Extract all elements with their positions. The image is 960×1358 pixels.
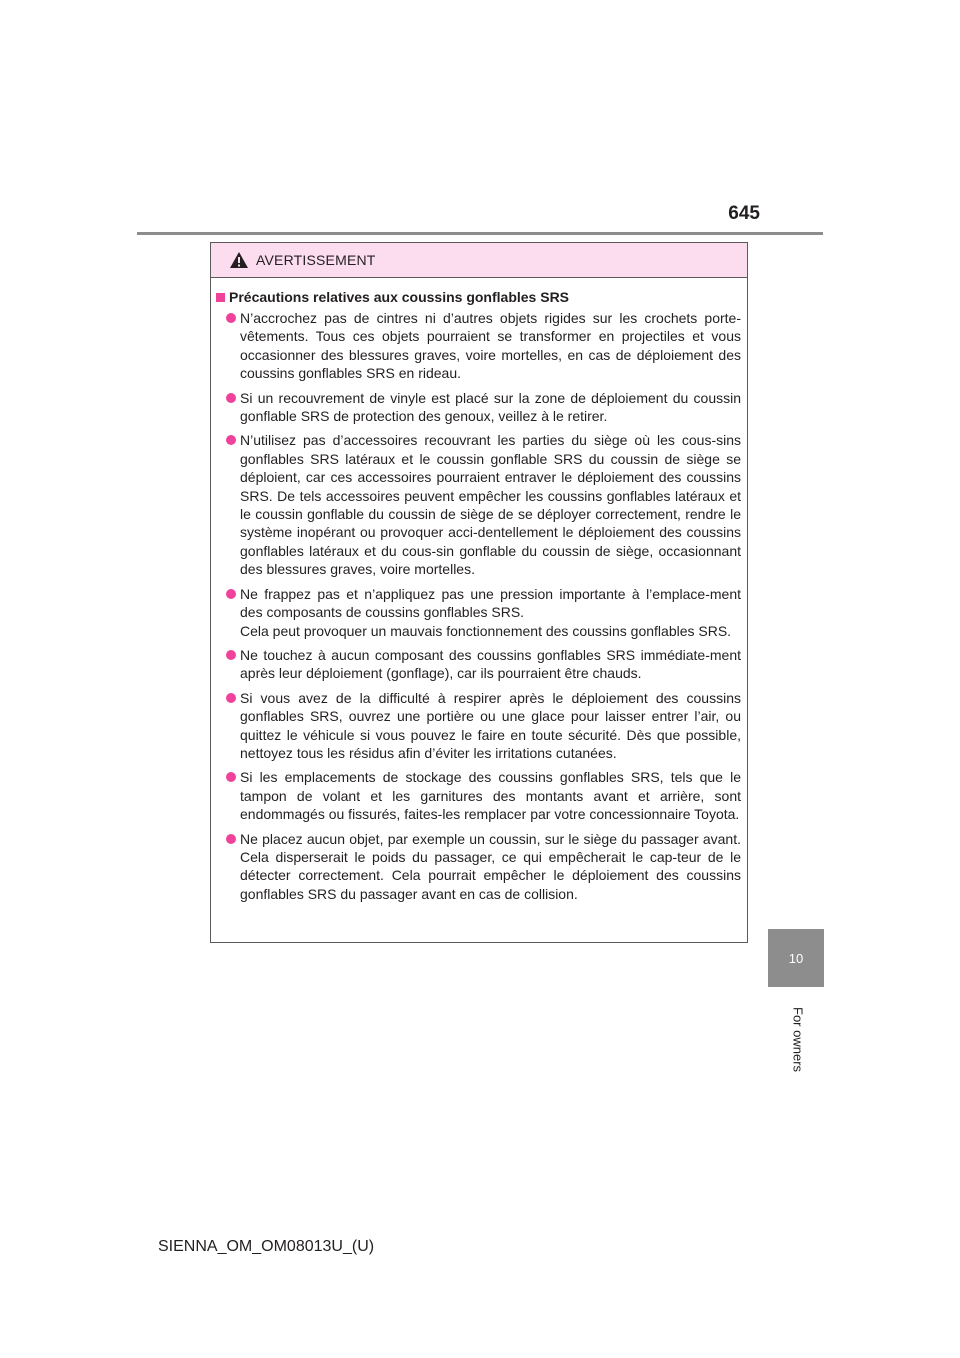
list-item-text bbox=[240, 309, 741, 383]
chapter-tab-number: 10 bbox=[788, 950, 804, 966]
circle-bullet-icon bbox=[226, 650, 236, 660]
circle-bullet-icon bbox=[226, 772, 236, 782]
list-item-paragraph: Si un recouvrement de vinyle est placé sur la zone de déploiement du coussin gonflable SRS de protection des genoux, veillez à le retirer. bbox=[240, 389, 741, 425]
header-rule bbox=[137, 232, 823, 235]
list-item bbox=[216, 646, 741, 683]
list-item-paragraph: Ne frappez pas et n’appliquez pas une pression importante à l’emplace-ment des composants de coussins gonflables SRS. bbox=[240, 585, 741, 621]
list-item-text bbox=[240, 768, 741, 823]
list-item bbox=[216, 689, 741, 763]
circle-bullet-icon bbox=[226, 313, 236, 323]
warning-box bbox=[210, 242, 748, 943]
section-title-text: Précautions relatives aux coussins gonflables SRS bbox=[229, 289, 570, 305]
list-item-paragraph: N’accrochez pas de cintres ni d’autres objets rigides sur les crochets porte-vêtements. Tous ces objets pourraient se transformer en projectiles et vous occasionner des blessures graves, voire mortelles, en cas de déploiement des coussins gonflables SRS en rideau. bbox=[240, 310, 741, 382]
list-item bbox=[216, 431, 741, 578]
list-item bbox=[216, 309, 741, 383]
list-item-paragraph: Ne placez aucun objet, par exemple un coussin, sur le siège du passager avant. Cela disperserait le poids du passager, ce qui empêcherait le cap-teur de le détecter correctement. Cela pourrait empêcher le déploiement des coussins gonflables SRS du passager avant en cas de collision. bbox=[240, 830, 741, 902]
list-item-text bbox=[240, 689, 741, 763]
circle-bullet-icon bbox=[226, 589, 236, 599]
circle-bullet-icon bbox=[226, 435, 236, 445]
list-item bbox=[216, 768, 741, 823]
list-item-paragraph: Si vous avez de la difficulté à respirer après le déploiement des coussins gonflables SRS, ouvrez une portière ou une glace pour laisser entrer l’air, ou quittez le véhicule si vous pouvez le faire en toute sécurité. Dès que possible, nettoyez tous les résidus afin d’éviter les irritations cutanées. bbox=[240, 689, 741, 761]
list-item-text bbox=[240, 830, 741, 904]
warning-items bbox=[216, 309, 741, 903]
warning-header bbox=[211, 243, 747, 278]
warning-body bbox=[211, 278, 747, 903]
square-bullet-icon bbox=[216, 293, 225, 302]
list-item bbox=[216, 830, 741, 904]
section-title bbox=[216, 289, 741, 305]
circle-bullet-icon bbox=[226, 693, 236, 703]
list-item-text bbox=[240, 585, 741, 640]
circle-bullet-icon bbox=[226, 834, 236, 844]
warning-header-title: AVERTISSEMENT bbox=[256, 252, 376, 268]
list-item-text bbox=[240, 389, 741, 426]
document-footer: SIENNA_OM_OM08013U_(U) bbox=[158, 1238, 375, 1255]
page-number: 645 bbox=[728, 203, 760, 224]
chapter-label bbox=[788, 1000, 808, 1080]
list-item-text bbox=[240, 431, 741, 578]
list-item-paragraph-2: Cela peut provoquer un mauvais fonctionnement des coussins gonflables SRS. bbox=[240, 622, 732, 639]
chapter-label-text: For owners bbox=[790, 1007, 806, 1073]
list-item-paragraph: Ne touchez à aucun composant des coussins gonflables SRS immédiate-ment après leur déploiement (gonflage), car ils pourraient être chauds. bbox=[240, 646, 741, 682]
circle-bullet-icon bbox=[226, 393, 236, 403]
list-item bbox=[216, 389, 741, 426]
warning-triangle-icon bbox=[229, 251, 249, 269]
list-item-paragraph: Si les emplacements de stockage des coussins gonflables SRS, tels que le tampon de volant et les garnitures des montants avant et arrière, sont endommagés ou fissurés, faites-les remplacer par votre concessionnaire Toyota. bbox=[240, 769, 741, 823]
list-item-paragraph: N’utilisez pas d’accessoires recouvrant les parties du siège où les cous-sins gonflables SRS latéraux et le coussin gonflable SRS du coussin de siège se déploient, car ces accessoires pourraient entraver le déploiement des coussins SRS. De tels accessoires peuvent empêcher les coussins gonflables latéraux et le coussin gonflable du coussin de siège de se déployer correctement, rendre le système inopérant ou provoquer acci-dentellement le déploiement des coussins gonflables latéraux et du cous-sin gonflable du coussin de siège, occasionnant des blessures graves, voire mortelles. bbox=[240, 432, 741, 578]
chapter-tab bbox=[768, 929, 824, 987]
list-item-text bbox=[240, 646, 741, 683]
list-item bbox=[216, 585, 741, 640]
